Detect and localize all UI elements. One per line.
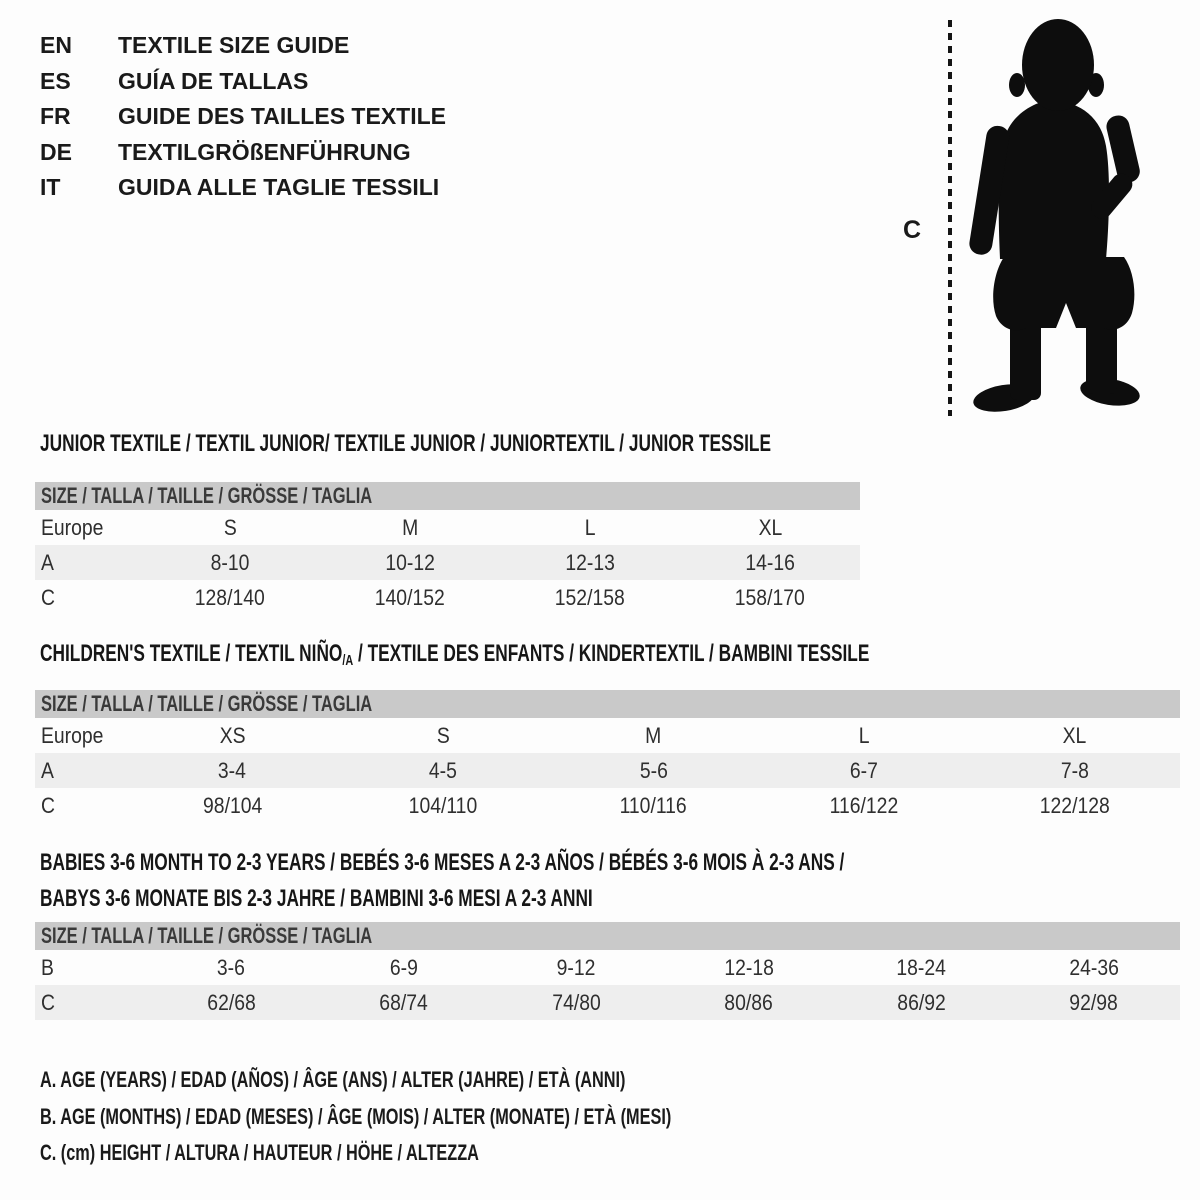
value-cell: 128/140 [195, 584, 265, 610]
babies-row-height [35, 985, 1180, 1020]
babies-table-header [35, 922, 1180, 950]
legend-block [40, 1062, 893, 1172]
row-label: C [41, 989, 55, 1015]
junior-table-header-text: SIZE / TALLA / TAILLE / GRÖSSE / TAGLIA [41, 483, 373, 508]
size-cell: S [436, 722, 450, 748]
section-title-junior-text: JUNIOR TEXTILE / TEXTIL JUNIOR/ TEXTILE JUNIOR / JUNIORTEXTIL / JUNIOR TESSILE [40, 430, 771, 457]
value-cell: 24-36 [1068, 954, 1119, 980]
lang-row-en [40, 28, 446, 64]
junior-table-header [35, 482, 860, 510]
value-cell: 116/122 [829, 792, 899, 818]
size-cell: M [401, 514, 419, 540]
value-cell: 6-9 [389, 954, 418, 980]
value-cell: 86/92 [897, 989, 946, 1015]
size-cell: L [584, 514, 596, 540]
row-label: A [41, 549, 54, 575]
children-size-table [35, 690, 1180, 823]
row-label: Europe [41, 722, 104, 748]
size-cell: XL [758, 514, 782, 540]
value-cell: 92/98 [1069, 989, 1118, 1015]
value-cell: 9-12 [556, 954, 596, 980]
size-cell: XL [1062, 722, 1087, 748]
lang-title-de: TEXTILGRÖßENFÜHRUNG [118, 138, 411, 165]
lang-code-es: ES [40, 67, 71, 94]
value-cell: 80/86 [724, 989, 773, 1015]
value-cell: 14-16 [745, 549, 795, 575]
value-cell: 152/158 [555, 584, 625, 610]
lang-code-de: DE [40, 138, 72, 165]
lang-title-es: GUÍA DE TALLAS [118, 67, 309, 94]
children-row-height [35, 788, 1180, 823]
children-row-age [35, 753, 1180, 788]
section-title-junior [40, 430, 1055, 458]
row-label: C [41, 584, 55, 610]
junior-row-europe [35, 510, 860, 545]
value-cell: 74/80 [552, 989, 601, 1015]
value-cell: 18-24 [896, 954, 947, 980]
value-cell: 10-12 [385, 549, 435, 575]
children-title-post: / TEXTILE DES ENFANTS / KINDERTEXTIL / BAMBINI TESSILE [353, 640, 870, 667]
size-cell: L [858, 722, 870, 748]
legend-line-b: B. AGE (MONTHS) / EDAD (MESES) / ÂGE (MOIS) / ALTER (MONATE) / ETÀ (MESI) [40, 1103, 672, 1129]
value-cell: 8-10 [210, 549, 250, 575]
value-cell: 12-18 [723, 954, 774, 980]
lang-title-en: TEXTILE SIZE GUIDE [118, 32, 350, 59]
children-table-header-text: SIZE / TALLA / TAILLE / GRÖSSE / TAGLIA [41, 691, 373, 716]
section-title-children-text [40, 640, 869, 671]
lang-row-it [40, 170, 446, 206]
value-cell: 4-5 [428, 757, 457, 783]
row-label: B [41, 954, 54, 980]
height-measure-label: C [903, 216, 922, 244]
lang-code-it: IT [40, 174, 61, 201]
children-row-europe [35, 718, 1180, 753]
babies-title-line2: BABYS 3-6 MONATE BIS 2-3 JAHRE / BAMBINI 3-6 MESI A 2-3 ANNI [40, 885, 593, 912]
value-cell: 98/104 [202, 792, 262, 818]
value-cell: 110/116 [619, 792, 688, 818]
toddler-silhouette-image [958, 14, 1140, 416]
value-cell: 3-6 [217, 954, 246, 980]
babies-row-months [35, 950, 1180, 985]
lang-row-es [40, 64, 446, 100]
babies-title-line1: BABIES 3-6 MONTH TO 2-3 YEARS / BEBÉS 3-6 MESES A 2-3 AÑOS / BÉBÉS 3-6 MOIS À 2-3 ANS / [40, 849, 845, 876]
value-cell: 6-7 [850, 757, 879, 783]
size-cell: XS [219, 722, 246, 748]
value-cell: 104/110 [408, 792, 478, 818]
lang-row-de [40, 135, 446, 171]
value-cell: 3-4 [218, 757, 247, 783]
row-label: C [41, 792, 55, 818]
lang-code-fr: FR [40, 103, 71, 130]
children-title-pre: CHILDREN'S TEXTILE / TEXTIL NIÑO [40, 640, 343, 667]
lang-title-fr: GUIDE DES TAILLES TEXTILE [118, 103, 446, 130]
junior-size-table [35, 482, 860, 615]
children-table-header [35, 690, 1180, 718]
legend-line-c: C. (cm) HEIGHT / ALTURA / HAUTEUR / HÖHE / ALTEZZA [40, 1140, 479, 1166]
language-title-block [40, 28, 446, 206]
size-cell: S [223, 514, 237, 540]
section-title-babies [40, 845, 1157, 917]
children-title-subscript: /A [342, 652, 354, 669]
value-cell: 68/74 [379, 989, 428, 1015]
lang-row-fr [40, 99, 446, 135]
value-cell: 140/152 [375, 584, 445, 610]
babies-size-table [35, 922, 1180, 1020]
value-cell: 12-13 [565, 549, 615, 575]
value-cell: 62/68 [207, 989, 256, 1015]
lang-title-it: GUIDA ALLE TAGLIE TESSILI [118, 174, 440, 201]
lang-code-en: EN [40, 32, 72, 59]
value-cell: 122/128 [1039, 792, 1110, 818]
row-label: A [41, 757, 54, 783]
junior-row-height [35, 580, 860, 615]
size-cell: M [645, 722, 662, 748]
babies-table-header-text: SIZE / TALLA / TAILLE / GRÖSSE / TAGLIA [41, 923, 373, 948]
junior-row-age [35, 545, 860, 580]
value-cell: 158/170 [735, 584, 805, 610]
value-cell: 7-8 [1060, 757, 1089, 783]
row-label: Europe [41, 514, 104, 540]
value-cell: 5-6 [639, 757, 668, 783]
legend-line-a: A. AGE (YEARS) / EDAD (AÑOS) / ÂGE (ANS) / ALTER (JAHRE) / ETÀ (ANNI) [40, 1067, 626, 1093]
height-measure-line [948, 20, 952, 416]
section-title-children [40, 640, 1192, 671]
